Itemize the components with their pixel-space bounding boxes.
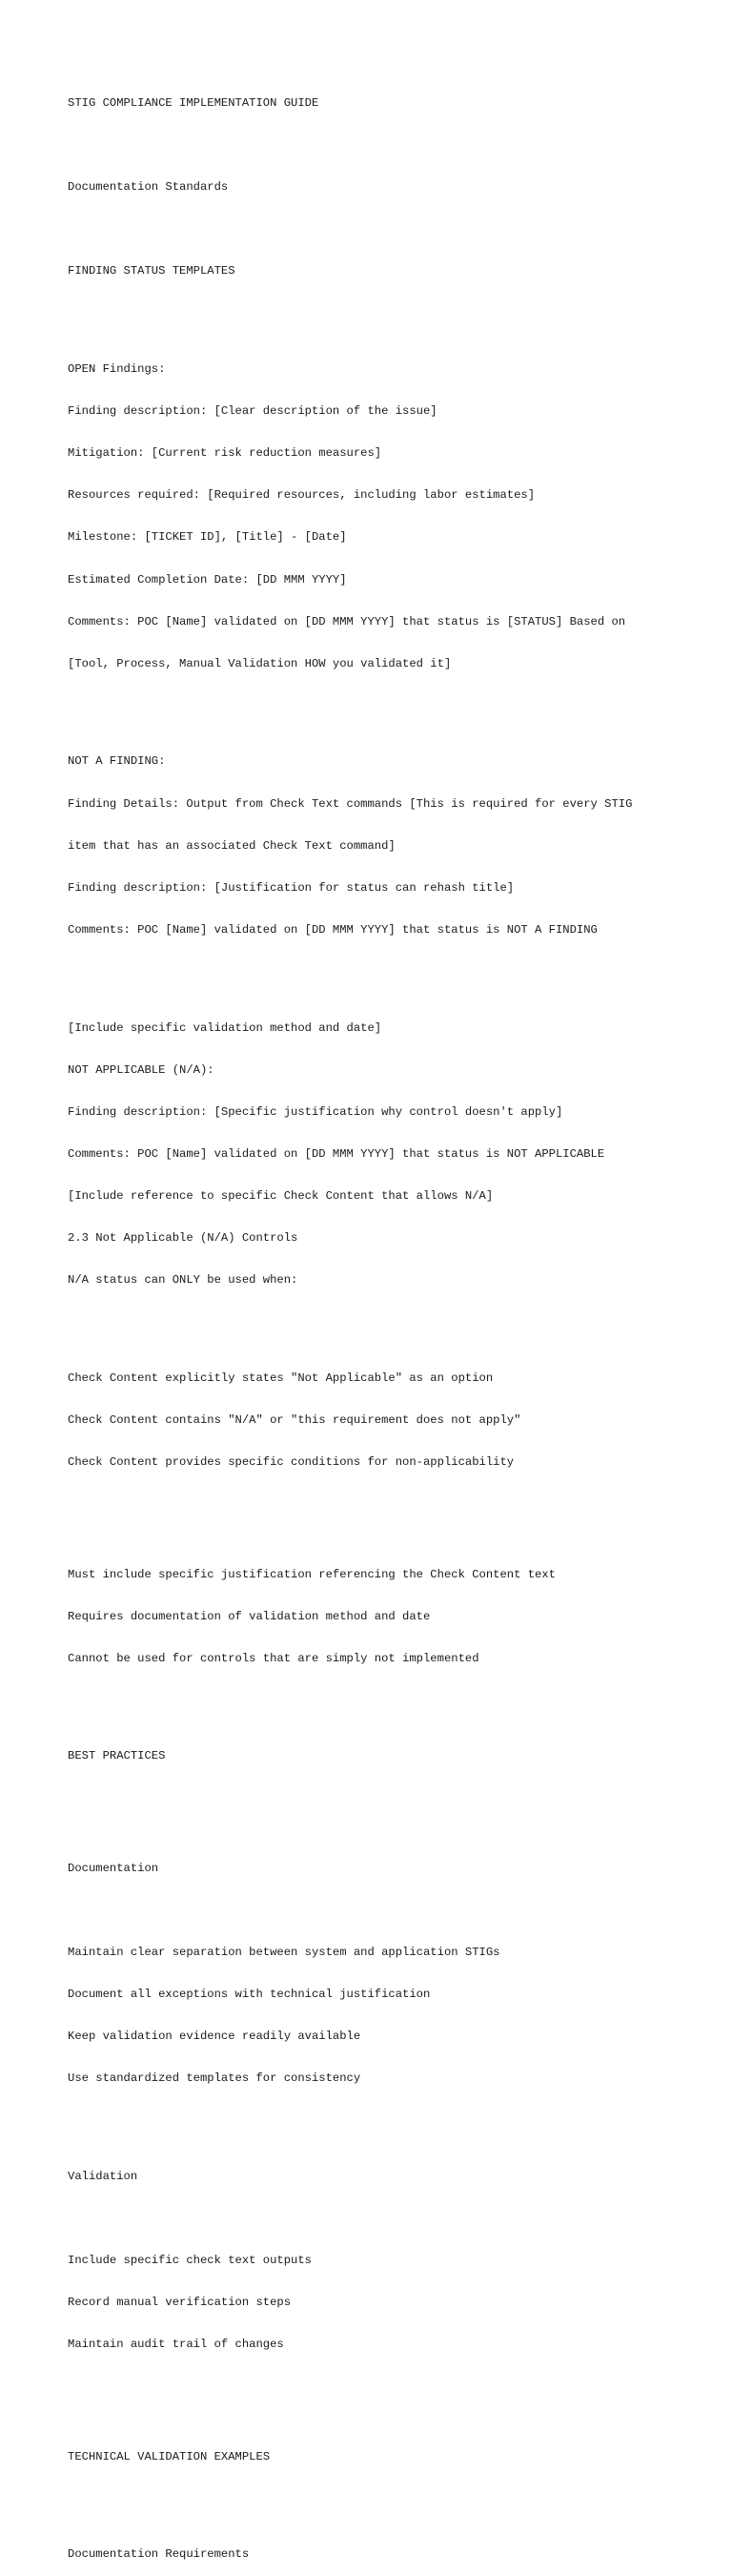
not-applicable-line: NOT APPLICABLE (N/A): <box>68 1062 214 1077</box>
not-a-finding-line: Finding Details: Output from Check Text commands [This is required for every STIG <box>68 796 633 811</box>
validation-item: Include specific check text outputs <box>68 2253 312 2267</box>
technical-validation-heading: TECHNICAL VALIDATION EXAMPLES <box>68 2449 271 2463</box>
document-page <box>68 69 697 2576</box>
validation-item: Record manual verification steps <box>68 2295 292 2309</box>
best-practices-heading: BEST PRACTICES <box>68 1749 166 1763</box>
not-a-finding-line: item that has an associated Check Text command] <box>68 838 396 853</box>
documentation-item: Keep validation evidence readily available <box>68 2030 361 2044</box>
open-line: [Tool, Process, Manual Validation HOW you validated it] <box>68 656 452 670</box>
not-applicable-line: [Include reference to specific Check Content that allows N/A] <box>68 1188 494 1203</box>
not-applicable-line: 2.3 Not Applicable (N/A) Controls <box>68 1231 298 1246</box>
not-applicable-line: [Include specific validation method and date] <box>68 1020 382 1035</box>
open-findings-heading: OPEN Findings: <box>68 362 166 377</box>
open-line: Resources required: [Required resources, including labor estimates] <box>68 488 536 503</box>
na-requirement-item: Requires documentation of validation method and date <box>68 1609 431 1623</box>
na-requirement-item: Cannot be used for controls that are simply not implemented <box>68 1651 479 1665</box>
documentation-item: Use standardized templates for consistency <box>68 2071 361 2086</box>
open-line: Comments: POC [Name] validated on [DD MMM YYYY] that status is [STATUS] Based on <box>68 614 626 629</box>
not-a-finding-line: Comments: POC [Name] validated on [DD MMM YYYY] that status is NOT A FINDING <box>68 922 598 937</box>
not-applicable-line: N/A status can ONLY be used when: <box>68 1273 298 1288</box>
document-subtitle: Documentation Standards <box>68 180 229 195</box>
open-line: Milestone: [TICKET ID], [Title] - [Date] <box>68 530 347 545</box>
section-heading-finding-status: FINDING STATUS TEMPLATES <box>68 264 235 278</box>
open-line: Finding description: [Clear description of the issue] <box>68 404 437 419</box>
na-condition-item: Check Content contains "N/A" or "this requirement does not apply" <box>68 1412 521 1427</box>
open-line: Estimated Completion Date: [DD MMM YYYY] <box>68 572 347 587</box>
documentation-heading: Documentation <box>68 1861 159 1875</box>
document-title: STIG COMPLIANCE IMPLEMENTATION GUIDE <box>68 96 319 111</box>
open-line: Mitigation: [Current risk reduction measures] <box>68 446 382 461</box>
not-a-finding-heading: NOT A FINDING: <box>68 754 166 769</box>
documentation-item: Document all exceptions with technical justification <box>68 1987 431 2001</box>
na-condition-item: Check Content provides specific conditions for non-applicability <box>68 1455 515 1469</box>
validation-heading: Validation <box>68 2169 138 2183</box>
not-applicable-line: Comments: POC [Name] validated on [DD MMM YYYY] that status is NOT APPLICABLE <box>68 1146 605 1161</box>
documentation-item: Maintain clear separation between system and application STIGs <box>68 1945 500 1959</box>
na-condition-item: Check Content explicitly states "Not Applicable" as an option <box>68 1370 494 1385</box>
not-applicable-line: Finding description: [Specific justification why control doesn't apply] <box>68 1104 563 1119</box>
documentation-requirements-heading: Documentation Requirements <box>68 2547 250 2562</box>
validation-item: Maintain audit trail of changes <box>68 2338 284 2352</box>
na-requirement-item: Must include specific justification referencing the Check Content text <box>68 1567 556 1581</box>
not-a-finding-line: Finding description: [Justification for status can rehash title] <box>68 880 515 895</box>
